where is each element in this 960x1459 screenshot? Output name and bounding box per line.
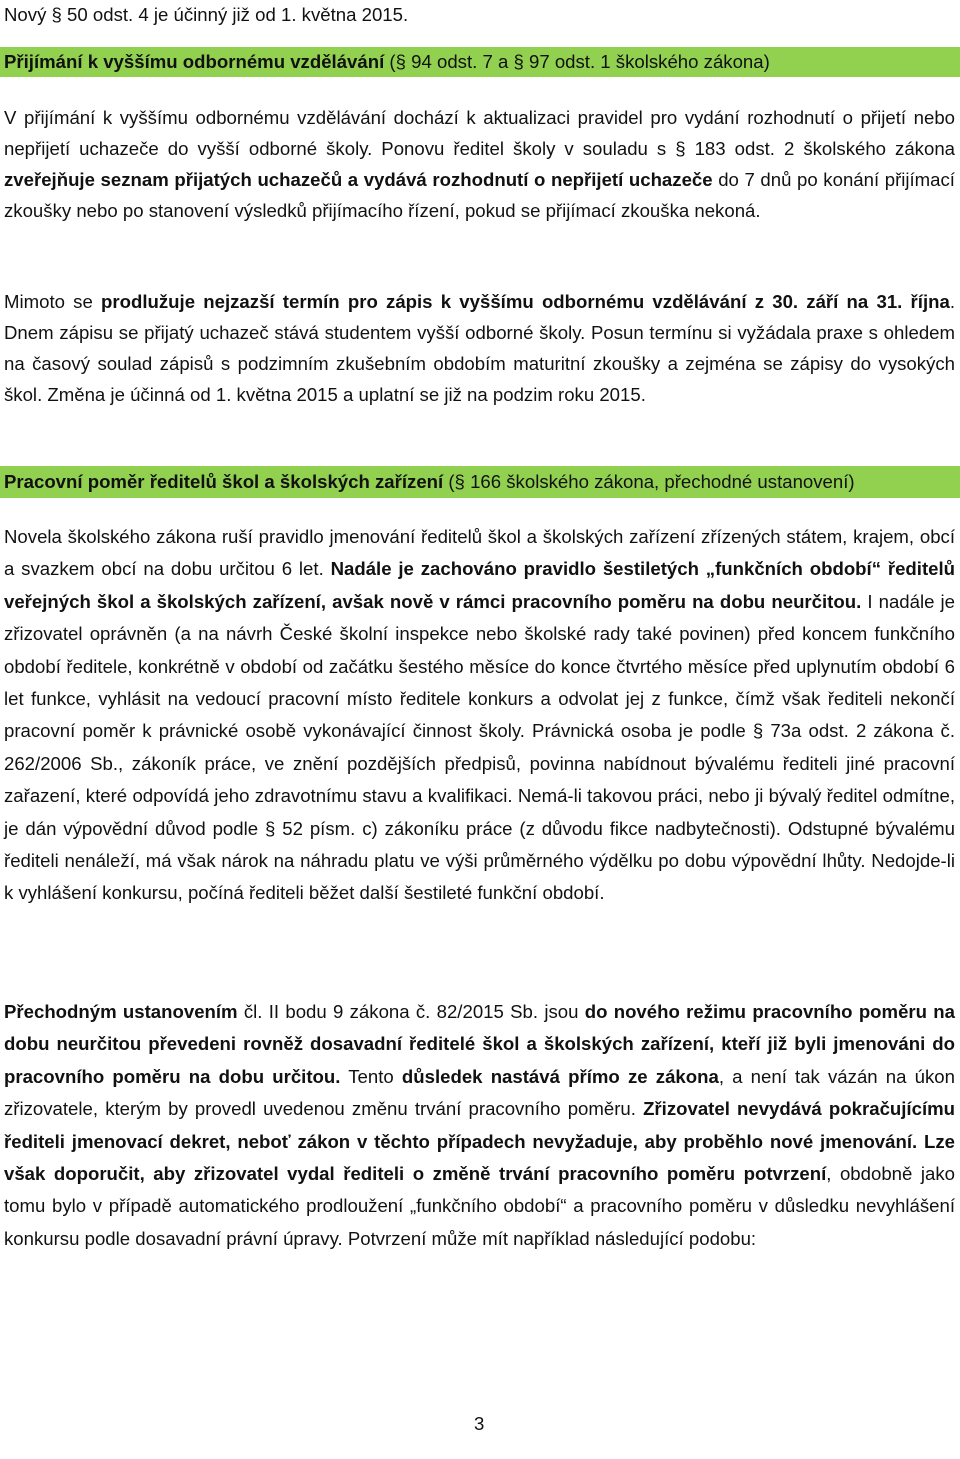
- paragraph-emphasis: prodlužuje nejzazší termín pro zápis k vyššímu odbornému vzdělávání z 30. září na 31. října: [101, 291, 950, 312]
- paragraph-text: Mimoto se: [4, 291, 102, 312]
- top-line: [4, 4, 408, 26]
- section-heading-admission: [0, 47, 960, 77]
- paragraph-enrollment-deadline: [4, 286, 955, 410]
- section-heading-employment-ref: (§ 166 školského zákona, přechodné ustanovení): [443, 471, 855, 492]
- paragraph-admission-rules: [4, 102, 955, 226]
- section-heading-admission-ref: (§ 94 odst. 7 a § 97 odst. 1 školského zákona): [384, 51, 770, 72]
- section-heading-employment: [0, 466, 960, 498]
- paragraph-transitional-provision: [4, 996, 955, 1255]
- paragraph-text: . Dnem zápisu se přijatý uchazeč stává studentem vyšší odborné školy. Posun termínu si vyžádala praxe s ohledem na časový soulad zápisů s podzimním zkušebním obdobím maturitní zkoušky a zejména se zápisy do vysokých škol. Změna je účinná od 1. května 2015 a uplatní se již na podzim roku 2015.: [4, 291, 955, 405]
- section-heading-employment-bold: Pracovní poměr ředitelů škol a školských zařízení: [4, 471, 444, 492]
- paragraph-text: Tento: [340, 1065, 402, 1087]
- paragraph-emphasis: Zřizovatel nevydává pokračujícímu řediteli jmenovací dekret, neboť zákon v těchto případech nevyžaduje, aby proběhlo nové jmenování. Lze však doporučit, aby zřizovatel vydal řediteli o změně trvání pracovního poměru potvrzení: [4, 1098, 955, 1185]
- paragraph-text: , obdobně jako tomu bylo v případě automatického prodloužení „funkčního období“ a pracovního poměru v důsledku nevyhlášení konkursu podle dosavadní právní úpravy. Potvrzení může mít například následující podobu:: [4, 1163, 955, 1249]
- paragraph-emphasis: Přechodným ustanovením: [4, 1001, 238, 1022]
- paragraph-text: V přijímání k vyššímu odbornému vzdělávání dochází k aktualizaci pravidel pro vydání rozhodnutí o přijetí nebo nepřijetí uchazeče do vyšší odborné školy. Ponovu ředitel školy v souladu s § 183 odst. 2 školského zákona: [4, 107, 955, 159]
- paragraph-emphasis: důsledek nastává přímo ze zákona: [401, 1065, 719, 1087]
- paragraph-emphasis: Nadále je zachováno pravidlo šestiletých „funkčních období“ ředitelů veřejných škol a školských zařízení, avšak nově v rámci pracovního poměru na dobu neurčitou.: [4, 558, 955, 612]
- paragraph-emphasis: zveřejňuje seznam přijatých uchazečů a vydává rozhodnutí o nepřijetí uchazeče: [4, 169, 713, 190]
- paragraph-text: do 7 dnů po konání přijímací zkoušky nebo po stanovení výsledků přijímacího řízení, pokud se přijímací zkouška nekoná.: [4, 169, 955, 221]
- paragraph-text: čl. II bodu 9 zákona č. 82/2015 Sb. jsou: [237, 1001, 585, 1022]
- page-number: 3: [474, 1413, 485, 1434]
- top-line-text: Nový § 50 odst. 4 je účinný již od 1. května 2015.: [4, 4, 409, 25]
- paragraph-emphasis: do nového režimu pracovního poměru na dobu neurčitou převedeni rovněž dosavadní ředitelé škol a školských zařízení, kteří již byli jmenováni do pracovního poměru na dobu určitou.: [4, 1001, 955, 1087]
- paragraph-director-appointment: [4, 521, 955, 910]
- paragraph-text: , a není tak vázán na úkon zřizovatele, kterým by provedl uvedenou změnu trvání pracovního poměru.: [4, 1065, 955, 1120]
- paragraph-text: I nadále je zřizovatel oprávněn (a na návrh České školní inspekce nebo školské rady také povinen) před koncem funkčního období ředitele, konkrétně v období od začátku šestého měsíce do konce čtvrtého měsíce před uplynutím období 6 let funkce, vyhlásit na vedoucí pracovní místo ředitele konkurs a odvolat jej z funkce, čímž však řediteli nekončí pracovní poměr k právnické osobě vykonávající činnost školy. Právnická osoba je podle § 73a odst. 2 zákona č. 262/2006 Sb., zákoník práce, ve znění pozdějších předpisů, povinna nabídnout bývalému řediteli jiné pracovní zařazení, které odpovídá jeho zdravotnímu stavu a kvalifikaci. Nemá-li takovou práci, nebo ji bývalý ředitel odmítne, je dán výpovědní důvod podle § 52 písm. c) zákoníku práce (z důvodu fikce nadbytečnosti). Odstupné bývalému řediteli nenáleží, má však nárok na náhradu platu ve výši průměrného výdělku po dobu výpovědní lhůty. Nedojde-li k vyhlášení konkursu, počíná řediteli běžet další šestileté funkční období.: [4, 590, 955, 904]
- section-heading-admission-bold: Přijímání k vyššímu odbornému vzdělávání: [4, 51, 385, 72]
- paragraph-text: Novela školského zákona ruší pravidlo jmenování ředitelů škol a školských zařízení zřízených státem, krajem, obcí a svazkem obcí na dobu určitou 6 let.: [4, 526, 955, 580]
